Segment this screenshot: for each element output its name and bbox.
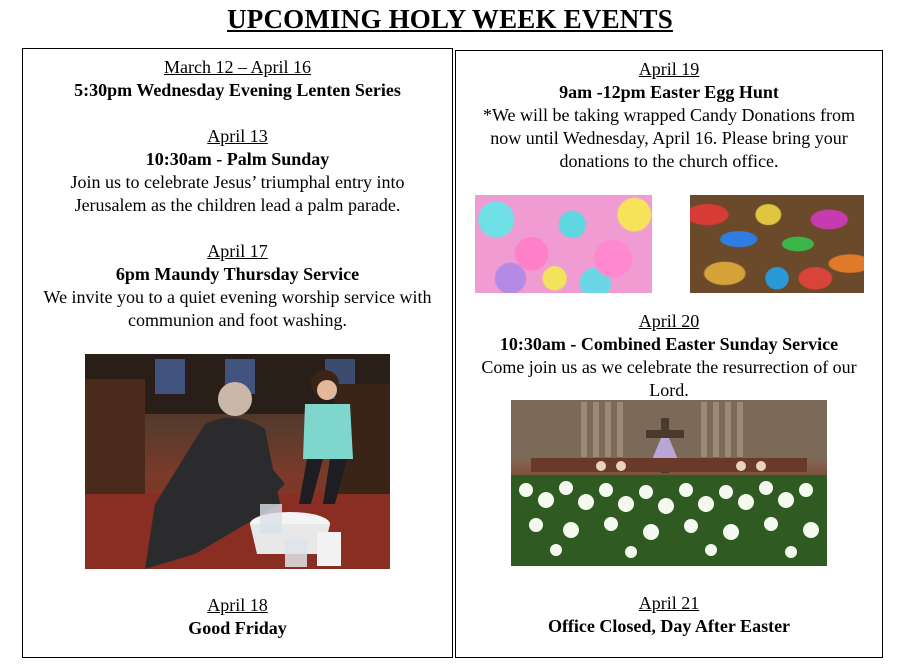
event-egg-hunt: [456, 58, 882, 173]
event-headline: 10:30am - Combined Easter Sunday Service: [499, 334, 839, 354]
event-date: April 21: [638, 593, 700, 613]
event-description: We invite you to a quiet evening worship service with communion and foot washing.: [43, 287, 432, 330]
event-description: *We will be taking wrapped Candy Donations from now until Wednesday, April 16. Please bring your donations to the church office.: [483, 105, 855, 171]
event-headline: Good Friday: [188, 618, 287, 638]
right-events-panel: [455, 50, 883, 658]
event-easter-sunday: [456, 310, 882, 402]
event-headline: Office Closed, Day After Easter: [547, 616, 791, 636]
page-title: UPCOMING HOLY WEEK EVENTS: [227, 4, 673, 34]
event-office-closed: [456, 592, 882, 638]
event-description: Come join us as we celebrate the resurrection of our Lord.: [481, 357, 857, 400]
event-description: Join us to celebrate Jesus’ triumphal entry into Jerusalem as the children lead a palm parade.: [70, 172, 405, 215]
event-headline: 10:30am - Palm Sunday: [145, 149, 330, 169]
event-palm-sunday: [23, 125, 452, 217]
event-headline: 9am -12pm Easter Egg Hunt: [559, 82, 779, 102]
foot-washing-photo: [85, 354, 390, 569]
event-date: March 12 – April 16: [164, 57, 311, 77]
event-good-friday: [23, 594, 452, 640]
event-lenten-series: [23, 56, 452, 102]
event-date: April 18: [207, 595, 268, 615]
event-date: April 13: [207, 126, 268, 146]
easter-lilies-illustration: [511, 400, 827, 566]
chocolate-eggs-photo: [690, 195, 864, 293]
peeps-candy-photo: [475, 195, 652, 293]
event-date: April 19: [638, 59, 700, 79]
foot-washing-illustration: [85, 354, 390, 569]
event-maundy-thursday: [23, 240, 452, 332]
event-date: April 20: [638, 311, 700, 331]
event-headline: 5:30pm Wednesday Evening Lenten Series: [74, 80, 401, 100]
left-events-panel: [22, 48, 453, 658]
event-date: April 17: [207, 241, 268, 261]
easter-altar-photo: [511, 400, 827, 566]
event-headline: 6pm Maundy Thursday Service: [115, 264, 360, 284]
